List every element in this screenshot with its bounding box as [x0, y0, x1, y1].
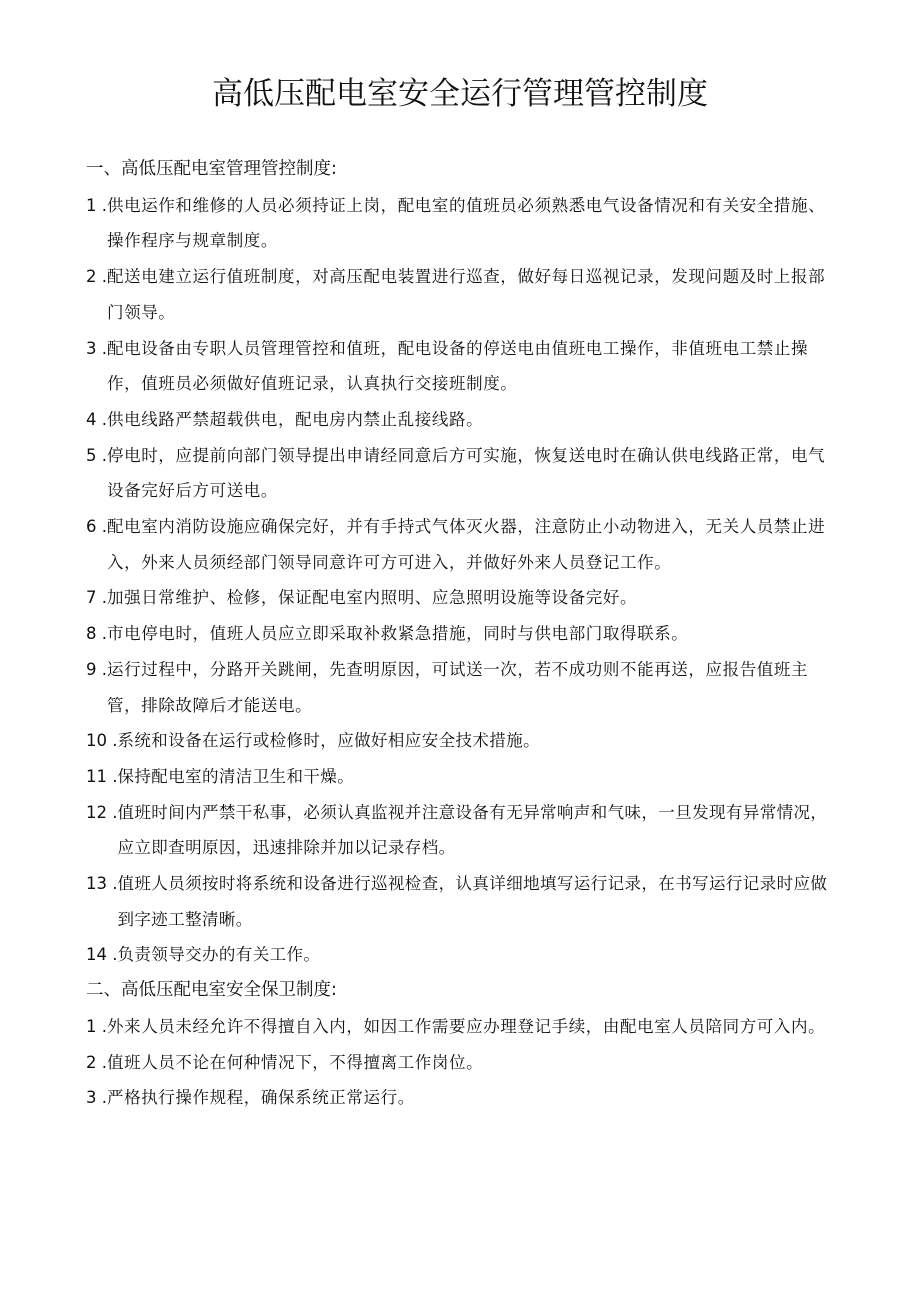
list-item-text: 严格执行操作规程，确保系统正常运行。	[107, 1088, 415, 1108]
list-item	[86, 723, 838, 759]
list-item	[86, 795, 838, 866]
list-item	[86, 1080, 838, 1116]
list-item-text: 停电时，应提前向部门领导提出申请经同意后方可实施，恢复送电时在确认供电线路正常，电气设备完好后方可送电。	[107, 445, 826, 501]
list-item-number: 5	[86, 445, 97, 465]
list-item-separator: .	[96, 195, 107, 215]
list-item-separator: .	[107, 731, 118, 751]
list-item	[86, 402, 838, 438]
list-item	[86, 759, 838, 795]
list-item-text: 加强日常维护、检修，保证配电室内照明、应急照明设施等设备完好。	[107, 588, 638, 608]
list-item-separator: .	[96, 338, 107, 358]
list-item-number: 2	[86, 1052, 97, 1072]
list-item-number: 7	[86, 588, 97, 608]
list-item-separator: .	[96, 1052, 107, 1072]
list-item	[86, 509, 838, 580]
list-item-separator: .	[107, 766, 118, 786]
list-item	[86, 937, 838, 973]
list-item-number: 12	[86, 802, 107, 822]
list-item-separator: .	[96, 588, 107, 608]
list-item-text: 保持配电室的清洁卫生和干燥。	[117, 766, 355, 786]
section-heading: 二、高低压配电室安全保卫制度:	[86, 980, 337, 1001]
list-item-number: 13	[86, 874, 107, 894]
list-item-number: 3	[86, 1088, 97, 1108]
list-item-text: 系统和设备在运行或检修时，应做好相应安全技术措施。	[117, 731, 540, 751]
list-item	[86, 259, 838, 330]
list-item-text: 配送电建立运行值班制度，对高压配电装置进行巡查，做好每日巡视记录，发现问题及时上报部门领导。	[107, 267, 826, 322]
list-item-text: 值班人员不论在何种情况下，不得擅离工作岗位。	[107, 1052, 484, 1072]
document-body	[86, 152, 838, 1116]
list-item-number: 4	[86, 409, 97, 429]
list-item-number: 2	[86, 267, 97, 287]
list-item-separator: .	[96, 517, 107, 537]
list-item	[86, 1045, 838, 1081]
list-item	[86, 1009, 838, 1045]
list-item-separator: .	[96, 624, 107, 644]
list-item	[86, 438, 838, 509]
list-item-number: 1	[86, 1016, 97, 1036]
list-item-number: 8	[86, 624, 97, 644]
list-item-separator: .	[96, 409, 107, 429]
list-item-text: 运行过程中，分路开关跳闸，先查明原因，可试送一次，若不成功则不能再送，应报告值班主管，排除故障后才能送电。	[107, 659, 809, 715]
list-item	[86, 331, 838, 402]
list-item-text: 供电线路严禁超载供电，配电房内禁止乱接线路。	[107, 409, 484, 429]
list-item-separator: .	[107, 874, 118, 894]
list-item-separator: .	[96, 1088, 107, 1108]
list-item-separator: .	[96, 445, 107, 465]
list-item-text: 值班时间内严禁干私事，必须认真监视并注意设备有无异常响声和气味，一旦发现有异常情况，应立即查明原因，迅速排除并加以记录存档。	[117, 802, 828, 858]
section-heading: 一、高低压配电室管理管控制度:	[86, 159, 337, 179]
list-item-separator: .	[96, 267, 107, 287]
list-item-number: 11	[86, 766, 107, 786]
list-item	[86, 866, 838, 937]
list-item	[86, 580, 838, 616]
list-item-text: 负责领导交办的有关工作。	[117, 945, 321, 965]
list-item-text: 供电运作和维修的人员必须持证上岗，配电室的值班员必须熟悉电气设备情况和有关安全措施、操作程序与规章制度。	[107, 195, 826, 251]
list-item	[86, 188, 838, 259]
list-item-number: 3	[86, 338, 97, 358]
list-item-number: 14	[86, 945, 107, 965]
list-item-number: 9	[86, 659, 97, 679]
list-item-separator: .	[96, 659, 107, 679]
list-item-number: 10	[86, 731, 107, 751]
list-item-text: 市电停电时，值班人员应立即采取补救紧急措施，同时与供电部门取得联系。	[107, 624, 689, 644]
list-item-text: 外来人员未经允许不得擅自入内，如因工作需要应办理登记手续，由配电室人员陪同方可入内。	[107, 1016, 826, 1036]
list-item-separator: .	[107, 802, 118, 822]
list-item-number: 6	[86, 517, 97, 537]
list-item-text: 配电室内消防设施应确保完好，并有手持式气体灭火器，注意防止小动物进入，无关人员禁止进入，外来人员须经部门领导同意许可方可进入，并做好外来人员登记工作。	[107, 517, 826, 572]
list-item-number: 1	[86, 195, 97, 215]
list-item	[86, 652, 838, 723]
list-item-text: 配电设备由专职人员管理管控和值班，配电设备的停送电由值班电工操作，非值班电工禁止操作，值班员必须做好值班记录，认真执行交接班制度。	[107, 338, 809, 394]
list-item-separator: .	[96, 1016, 107, 1036]
list-item-text: 值班人员须按时将系统和设备进行巡视检查，认真详细地填写运行记录，在书写运行记录时应做到字迹工整清晰。	[117, 874, 828, 929]
list-item-separator: .	[107, 945, 118, 965]
list-item	[86, 616, 838, 652]
document-title: 高低压配电室安全运行管理管控制度	[212, 76, 708, 112]
